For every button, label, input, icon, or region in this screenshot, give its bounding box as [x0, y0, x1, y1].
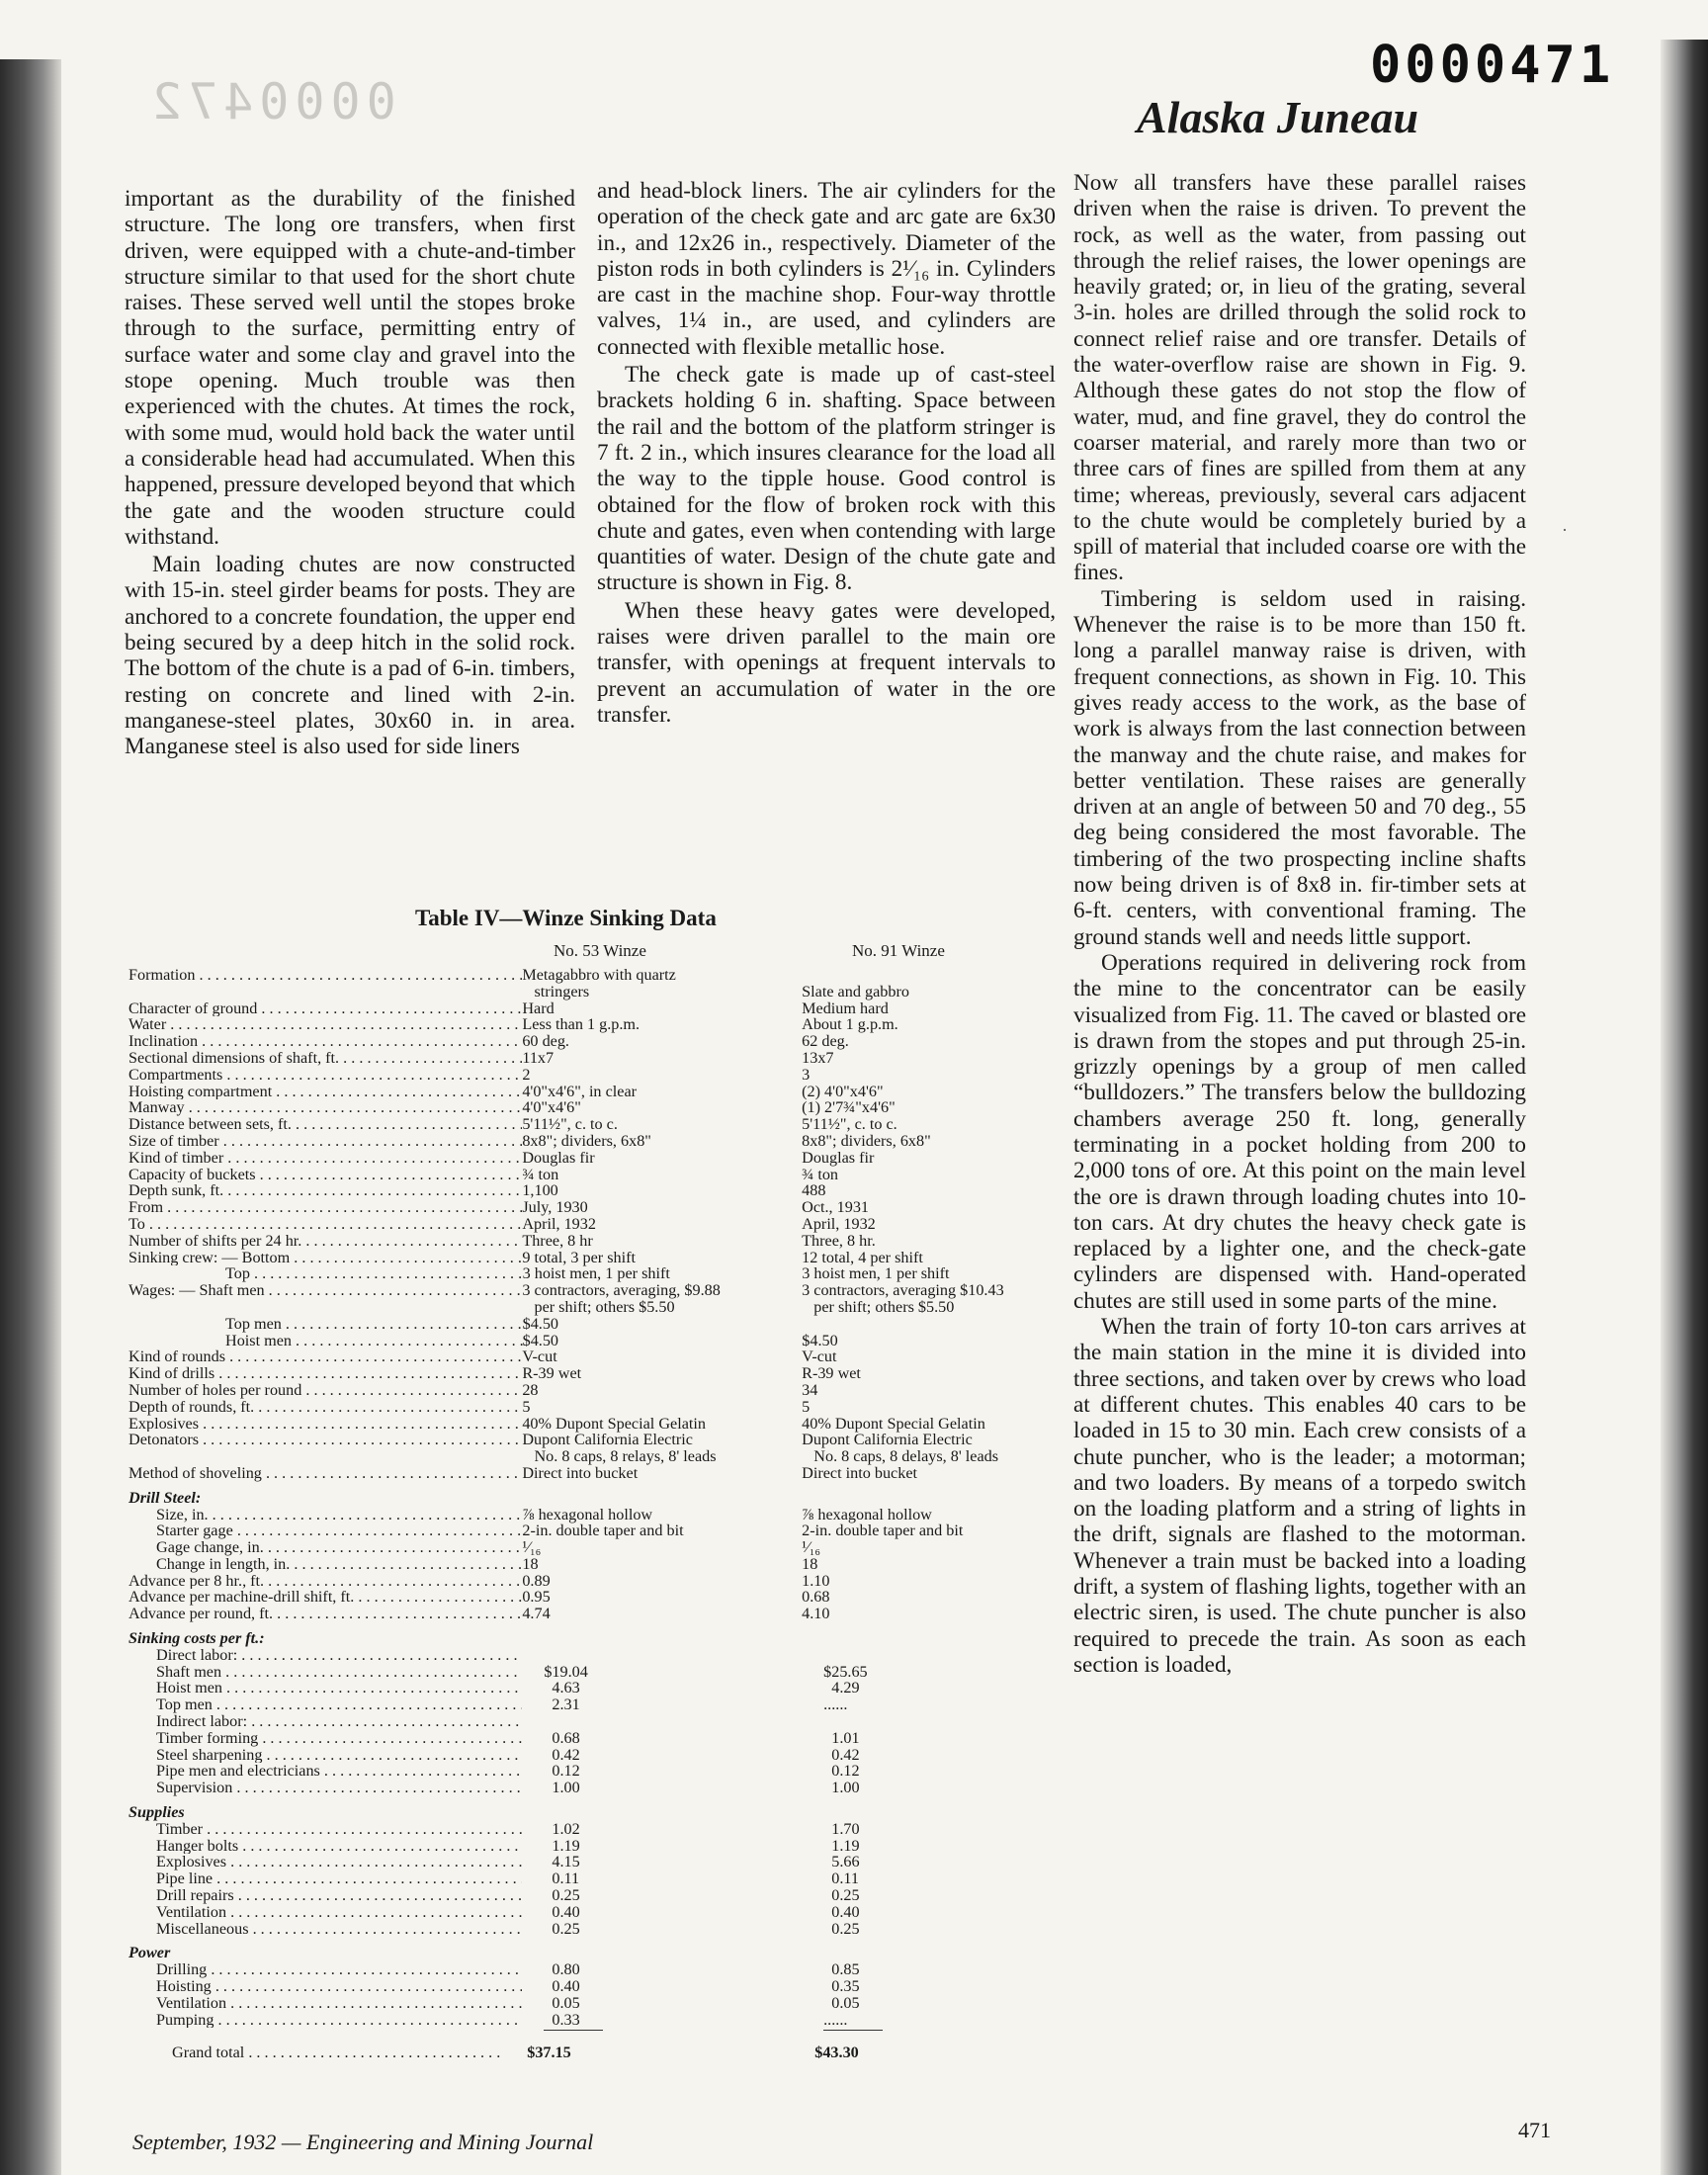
no91-value — [802, 1316, 1068, 1333]
table-row — [128, 1696, 1068, 1713]
paragraph: and head-block liners. The air cylinders for the operation of the check gate and arc gate are 6x30 in., and 12x26 in., respectively. Diameter of the piston rods in both cylinders is 2¹⁄₁₆ in. Cylinders are cast in the machine shop. Four-way throttle valves, 1¼ in., are used, and cylinders are connected with flexible metallic hose. — [597, 178, 1056, 360]
row-label: Top men . . . — [128, 1696, 522, 1713]
no53-value: 0.12 — [544, 1762, 580, 1781]
no53-value: 5 — [522, 1397, 531, 1416]
no53-value — [522, 1804, 802, 1821]
row-label: Steel sharpening . . . — [128, 1747, 522, 1764]
no91-value: 3 hoist men, 1 per shift — [802, 1264, 950, 1283]
table-row — [128, 1365, 1068, 1382]
row-label: To . . . — [128, 1216, 522, 1233]
table-row — [128, 1730, 1068, 1747]
table-row — [128, 1265, 1068, 1282]
table-row — [128, 1647, 1068, 1664]
table-row — [128, 2012, 1068, 2029]
row-label: Power — [128, 1945, 171, 1962]
no91-value: 18 — [802, 1554, 818, 1573]
paragraph: Now all transfers have these parallel raises driven when the raise is driven. To prevent the rock, as well as the water, from passing out through the relief raises, the lower openings are heavily grated; or, in lieu of the grating, several 3-in. holes are drilled through the solid rock to connect relief raise and ore transfer. Details of the water-overflow raise are shown in Fig. 9. Although these gates do not stop the flow of water, mud, and fine gravel, they do control the coarser material, and rarely more than two or three cars of fines are spilled from them at any time; whereas, previously, several cars adjacent to the chute would be completely buried by a spill of material that included coarse ore with the fines. — [1073, 170, 1526, 586]
no91-value — [802, 1713, 1068, 1730]
table-row — [128, 1116, 1068, 1133]
no53-value: Metagabbro with quartz stringers — [522, 966, 676, 1000]
row-label: Pipe line . . . — [128, 1870, 522, 1887]
no53-value: 3 hoist men, 1 per shift — [522, 1264, 670, 1283]
no53-value: 0.68 — [544, 1728, 580, 1747]
scan-right-edge — [1661, 40, 1708, 2175]
no53-value: 28 — [522, 1380, 539, 1399]
no91-value: Oct., 1931 — [802, 1198, 870, 1217]
row-label: Advance per machine-drill shift, ft. . . . — [128, 1589, 522, 1606]
row-label: Supplies — [128, 1804, 185, 1821]
table-row — [128, 1838, 1068, 1855]
table-row — [128, 1630, 1068, 1647]
row-label: Direct labor: . . . — [128, 1647, 522, 1664]
bleed-through-stamp: 0000472 — [146, 73, 396, 130]
table-row — [128, 1945, 1068, 1961]
no53-value: 2.31 — [544, 1696, 580, 1714]
row-label: Starter gage . . . — [128, 1522, 522, 1539]
column-3 — [1073, 170, 1526, 1678]
row-label: Sinking costs per ft.: — [128, 1630, 265, 1647]
no91-value: V-cut — [802, 1348, 837, 1366]
no53-value — [522, 1647, 802, 1664]
no53-value: 40% Dupont Special Gelatin — [522, 1414, 706, 1433]
no53-value: 0.80 — [544, 1960, 580, 1979]
no53-value: 1,100 — [522, 1181, 558, 1200]
no91-value: About 1 g.p.m. — [802, 1015, 898, 1034]
row-label: Drill Steel: — [128, 1489, 202, 1507]
no91-value: Dupont California Electric No. 8 caps, 8 delays, 8' leads — [802, 1431, 999, 1466]
no91-value: 0.35 — [823, 1977, 860, 1996]
row-label: Method of shoveling . . . — [128, 1465, 522, 1482]
no53-value: $19.04 — [544, 1662, 588, 1681]
row-label: Inclination . . . — [128, 1033, 522, 1050]
table-row — [128, 1233, 1068, 1250]
no91-value: 0.68 — [802, 1588, 830, 1607]
no53-value: ¾ ton — [522, 1165, 559, 1183]
no91-value: 0.05 — [823, 1993, 860, 2012]
table-row — [128, 1978, 1068, 1995]
no53-value — [522, 1945, 802, 1961]
no91-value: 2-in. double taper and bit — [802, 1522, 964, 1540]
row-label: Hoisting . . . — [128, 1978, 522, 1995]
no91-value: (2) 4'0"x4'6" — [802, 1082, 884, 1100]
no91-value: 4.29 — [823, 1679, 860, 1697]
table-row — [128, 1606, 1068, 1622]
no53-value: ¹⁄₁₆ — [522, 1538, 542, 1557]
row-label: Wages: — Shaft men . . . — [128, 1282, 522, 1316]
no91-value — [802, 1804, 1068, 1821]
no91-value: ...... — [823, 2010, 848, 2029]
no91-value: 40% Dupont Special Gelatin — [802, 1414, 985, 1433]
no53-value: 0.95 — [522, 1588, 551, 1607]
row-label: Hoisting compartment . . . — [128, 1084, 522, 1100]
table-row — [128, 1333, 1068, 1349]
table-row — [128, 1250, 1068, 1266]
row-label: Change in length, in. . . . — [128, 1556, 522, 1573]
row-label: Manway . . . — [128, 1099, 522, 1116]
row-label: Gage change, in. . . . — [128, 1539, 522, 1556]
no91-value: (1) 2'7¾"x4'6" — [802, 1098, 896, 1117]
no91-value: 12 total, 4 per shift — [802, 1248, 923, 1266]
no91-total: $43.30 — [814, 2044, 859, 2062]
row-label: Explosives . . . — [128, 1854, 522, 1870]
row-label: Timber . . . — [128, 1821, 522, 1838]
row-label: Drill repairs . . . — [128, 1887, 522, 1904]
no53-value: April, 1932 — [522, 1214, 596, 1233]
table-row — [128, 1432, 1068, 1465]
table-row — [128, 1821, 1068, 1838]
no53-total: $37.15 — [527, 2044, 571, 2062]
no53-value — [522, 1630, 802, 1647]
table-column-header: No. 53 Winze — [554, 941, 646, 960]
row-label: Advance per 8 hr., ft. . . . — [128, 1573, 522, 1590]
row-label: Ventilation . . . — [128, 1995, 522, 2012]
no53-value: 1.00 — [544, 1779, 580, 1797]
row-label: Compartments . . . — [128, 1067, 522, 1084]
no91-value: 0.40 — [823, 1902, 860, 1921]
no53-value: 3 contractors, averaging, $9.88 per shift; others $5.50 — [522, 1281, 721, 1316]
scan-speck: · — [1562, 520, 1568, 540]
no91-value: R-39 wet — [802, 1364, 861, 1383]
no53-value: ⅞ hexagonal hollow — [522, 1505, 653, 1523]
no53-value: Three, 8 hr — [522, 1231, 593, 1250]
paragraph: The check gate is made up of cast-steel brackets holding 6 in. shafting. Space between the rail and the bottom of the platform stringer is 7 ft. 2 in., which insures clearance for the load all the way to the tipple house. Good control is obtained for the flow of broken rock with this chute and gates, even when contending with large quantities of water. Design of the chute gate and structure is shown in Fig. 8. — [597, 362, 1056, 596]
page-footer: September, 1932 — Engineering and Mining Journal — [132, 2130, 594, 2154]
table-row — [128, 1713, 1068, 1730]
paragraph: Main loading chutes are now constructed with 15-in. steel girder beams for posts. They are anchored to a concrete foundation, the upper end being secured by a deep hitch in the solid rock. The bottom of the chute is a pad of 6-in. timbers, resting on concrete and lined with 2-in. manganese-steel plates, 30x60 in. in area. Manganese steel is also used for side liners — [125, 552, 575, 760]
row-label: Supervision . . . — [128, 1780, 522, 1796]
table-row — [128, 1961, 1068, 1978]
table-row — [128, 1522, 1068, 1539]
row-label: Number of holes per round . . . — [128, 1382, 522, 1399]
row-label: Pipe men and electricians . . . — [128, 1763, 522, 1780]
no91-value: Direct into bucket — [802, 1463, 918, 1482]
no91-value: 5.66 — [823, 1853, 860, 1871]
no91-value: 3 — [802, 1065, 811, 1084]
no91-value: 62 deg. — [802, 1032, 849, 1051]
table-row — [128, 1490, 1068, 1507]
no91-value: 3 contractors, averaging $10.43 per shift; others $5.50 — [802, 1281, 1004, 1316]
table-row — [128, 1664, 1068, 1681]
no91-value: 1.70 — [823, 1819, 860, 1838]
table-row — [128, 1150, 1068, 1167]
no91-value: 34 — [802, 1380, 818, 1399]
table-column-header: No. 91 Winze — [852, 941, 945, 960]
no91-value: Medium hard — [802, 999, 889, 1017]
no91-value: April, 1932 — [802, 1214, 876, 1233]
no91-value: 0.12 — [823, 1762, 860, 1781]
table-row — [128, 1465, 1068, 1482]
no53-value — [522, 1713, 802, 1730]
no53-value: 2-in. double taper and bit — [522, 1522, 684, 1540]
table-gap — [128, 1482, 1068, 1490]
winze-sinking-table — [128, 967, 1068, 2061]
no53-value: 8x8"; dividers, 6x8" — [522, 1131, 651, 1150]
no53-value: $4.50 — [522, 1331, 559, 1349]
row-label: Detonators . . . — [128, 1432, 522, 1465]
row-label: Size of timber . . . — [128, 1133, 522, 1150]
table-gap — [128, 1796, 1068, 1804]
no91-value: ¾ ton — [802, 1165, 839, 1183]
row-label: Miscellaneous . . . — [128, 1921, 522, 1938]
no91-value: 1.00 — [823, 1779, 860, 1797]
no91-value — [802, 1647, 1068, 1664]
row-label: Kind of drills . . . — [128, 1365, 522, 1382]
row-label: Character of ground . . . — [128, 1000, 522, 1017]
row-label: Capacity of buckets . . . — [128, 1167, 522, 1183]
no91-value: ⅞ hexagonal hollow — [802, 1505, 932, 1523]
no53-value: R-39 wet — [522, 1364, 582, 1383]
no91-value: 4.10 — [802, 1605, 830, 1623]
no53-value: 4.74 — [522, 1605, 551, 1623]
row-label: Water . . . — [128, 1016, 522, 1033]
no53-value: 9 total, 3 per shift — [522, 1248, 636, 1266]
no91-value — [802, 1945, 1068, 1961]
table-gap — [128, 1937, 1068, 1945]
no53-value: Hard — [522, 999, 555, 1017]
paragraph: Operations required in delivering rock from the mine to the concentrator can be easily visualized from Fig. 11. The caved or blasted ore is drawn from the stopes and put through 25-in. grizzly openings by a group of men called “bulldozers.” The transfers below the bulldozing chambers average 250 ft. long, generally terminating in a pocket holding from 200 to 2,000 tons of ore. At this point on the main level the ore is drawn through loading chutes into 10-ton cars. At dry chutes the heavy check gate is replaced by a lighter one, and the check-gate cylinders are dispensed with. Hand-operated chutes are still used in some parts of the mine. — [1073, 949, 1526, 1314]
no53-value: 0.89 — [522, 1571, 551, 1590]
table-row — [128, 1887, 1068, 1904]
no91-value: ¹⁄₁₆ — [802, 1538, 820, 1557]
row-label: Number of shifts per 24 hr. . . . — [128, 1233, 522, 1250]
no91-value: 13x7 — [802, 1048, 834, 1067]
row-label: Kind of timber . . . — [128, 1150, 522, 1167]
row-label: Explosives . . . — [128, 1416, 522, 1433]
no53-value: Less than 1 g.p.m. — [522, 1015, 640, 1034]
no91-value: 0.25 — [823, 1886, 860, 1905]
no91-value: 0.42 — [823, 1745, 860, 1764]
no91-value: Slate and gabbro — [802, 982, 909, 1000]
table-title: Table IV—Winze Sinking Data — [415, 906, 717, 930]
no91-value — [802, 1490, 1068, 1507]
no53-value: 0.05 — [544, 1993, 580, 2012]
row-label: Drilling . . . — [128, 1961, 522, 1978]
table-row — [128, 1573, 1068, 1590]
table-row — [128, 1870, 1068, 1887]
row-label: Hanger bolts . . . — [128, 1838, 522, 1855]
table-row — [128, 1216, 1068, 1233]
row-label: Ventilation . . . — [128, 1904, 522, 1921]
table-row — [128, 1995, 1068, 2012]
no91-value: 1.19 — [823, 1836, 860, 1855]
paragraph: Timbering is seldom used in raising. Whenever the raise is to be more than 150 ft. long a parallel manway raise is driven, with frequent connections, as shown in Fig. 10. This gives ready access to the work, as the base of work is always from the last connection between the manway and the chute raise, and makes for better ventilation. These raises are generally driven at an angle of between 50 and 70 deg., 55 deg being considered the most favorable. The timbering of the two prospecting incline shafts now being driven is of 8x8 in. fir-timber sets at 6-ft. centers, with conventional framing. The ground stands well and needs little support. — [1073, 585, 1526, 950]
no53-value: 0.25 — [544, 1886, 580, 1905]
row-label: Hoist men . . . — [128, 1333, 523, 1349]
no53-value: V-cut — [522, 1348, 557, 1366]
no53-value: 4'0"x4'6", in clear — [522, 1082, 638, 1100]
no53-value: 60 deg. — [522, 1032, 569, 1051]
row-label: Sectional dimensions of shaft, ft. . . . — [128, 1050, 522, 1067]
row-label: Depth sunk, ft. . . . — [128, 1182, 522, 1199]
row-label: Top men . . . — [128, 1316, 523, 1333]
table-row — [128, 1000, 1068, 1017]
row-label: Size, in. . . . — [128, 1507, 522, 1523]
no53-value: $4.50 — [522, 1314, 559, 1333]
table-row — [128, 1747, 1068, 1764]
row-label: Indirect labor: . . . — [128, 1713, 522, 1730]
table-row — [128, 1348, 1068, 1365]
no91-value: 1.01 — [823, 1728, 860, 1747]
row-label: Pumping . . . — [128, 2012, 522, 2029]
no91-value: 0.11 — [823, 1870, 859, 1888]
table-row — [128, 1199, 1068, 1216]
table-row — [128, 1763, 1068, 1780]
row-label: Grand total . . . — [128, 2044, 505, 2061]
table-row — [128, 1556, 1068, 1573]
table-gap — [128, 1622, 1068, 1630]
no53-value: 1.19 — [544, 1836, 580, 1855]
table-row — [128, 1382, 1068, 1399]
table-row — [128, 1084, 1068, 1100]
no91-value: 0.85 — [823, 1960, 860, 1979]
table-row — [128, 1507, 1068, 1523]
no53-value: 2 — [522, 1065, 531, 1084]
row-label: Shaft men . . . — [128, 1664, 522, 1681]
no91-value: 5'11½", c. to c. — [802, 1115, 897, 1134]
running-head: Alaska Juneau — [1137, 92, 1419, 142]
no53-value: Direct into bucket — [522, 1463, 639, 1482]
table-row — [128, 1050, 1068, 1067]
table-row — [128, 1904, 1068, 1921]
table-row — [128, 1016, 1068, 1033]
no53-value: 1.02 — [544, 1819, 580, 1838]
row-label: Depth of rounds, ft. . . . — [128, 1399, 522, 1416]
no53-value: 4'0"x4'6" — [522, 1098, 581, 1117]
no91-value: $25.65 — [823, 1662, 868, 1681]
row-label: Sinking crew: — Bottom . . . — [128, 1250, 522, 1266]
row-label: Distance between sets, ft. . . . — [128, 1116, 522, 1133]
table-row — [128, 1921, 1068, 1938]
table-row — [128, 1033, 1068, 1050]
bates-stamp: 0000471 — [1370, 36, 1615, 95]
table-row — [128, 1854, 1068, 1870]
no53-value: 4.15 — [544, 1853, 580, 1871]
table-row — [128, 1804, 1068, 1821]
no53-value: 0.33 — [544, 2010, 580, 2029]
no53-value: 0.40 — [544, 1902, 580, 1921]
table-row — [128, 1680, 1068, 1696]
no53-value: 18 — [522, 1554, 539, 1573]
no53-value: 4.63 — [544, 1679, 580, 1697]
no91-value: 0.25 — [823, 1919, 860, 1938]
no91-value: ...... — [823, 1696, 848, 1714]
no53-value: Douglas fir — [522, 1148, 595, 1167]
no53-value: 0.11 — [544, 1870, 580, 1888]
row-label: From . . . — [128, 1199, 522, 1216]
no53-value: 5'11½", c. to c. — [522, 1115, 618, 1134]
column-1 — [125, 186, 575, 760]
no91-value — [802, 1630, 1068, 1647]
no53-value: 11x7 — [522, 1048, 555, 1067]
table-row — [128, 1780, 1068, 1796]
no53-value: 0.25 — [544, 1919, 580, 1938]
row-label: Top . . . — [128, 1265, 523, 1282]
grand-total-row — [128, 2044, 1068, 2061]
no53-value: 0.40 — [544, 1977, 580, 1996]
no91-value: 5 — [802, 1397, 811, 1416]
column-2 — [597, 178, 1056, 728]
row-label: Timber forming . . . — [128, 1730, 522, 1747]
no91-value: $4.50 — [802, 1331, 838, 1349]
table-row — [128, 1416, 1068, 1433]
no91-value: 1.10 — [802, 1571, 830, 1590]
table-row — [128, 1282, 1068, 1316]
no91-value: Douglas fir — [802, 1148, 875, 1167]
row-label: Formation . . . — [128, 967, 522, 1000]
paragraph: When these heavy gates were developed, raises were driven parallel to the main ore transfer, with openings at frequent intervals to prevent an accumulation of water in the ore transfer. — [597, 597, 1056, 728]
no53-value: July, 1930 — [522, 1198, 588, 1217]
scan-left-edge — [0, 59, 61, 2175]
table-row — [128, 1539, 1068, 1556]
no53-value: 0.42 — [544, 1745, 580, 1764]
table-row — [128, 1133, 1068, 1150]
total-rule — [128, 2028, 1068, 2044]
table-row — [128, 1316, 1068, 1333]
no53-value: Dupont California Electric No. 8 caps, 8 relays, 8' leads — [522, 1431, 717, 1466]
table-row — [128, 1399, 1068, 1416]
table-row — [128, 967, 1068, 1000]
table-row — [128, 1099, 1068, 1116]
no91-value: 8x8"; dividers, 6x8" — [802, 1131, 931, 1150]
table-row — [128, 1167, 1068, 1183]
row-label: Kind of rounds . . . — [128, 1348, 522, 1365]
no91-value: Three, 8 hr. — [802, 1231, 876, 1250]
table-row — [128, 1589, 1068, 1606]
no91-value: 488 — [802, 1181, 826, 1200]
table-row — [128, 1067, 1068, 1084]
paragraph: important as the durability of the finished structure. The long ore transfers, when first driven, were equipped with a chute-and-timber structure similar to that used for the short chute raises. These served well until the stopes broke through to the surface, permitting entry of surface water and some clay and gravel into the stope opening. Much trouble was then experienced with the chutes. At times the rock, with some mud, would hold back the water until a considerable head had accumulated. When this happened, pressure developed beyond that which the gate and the wooden structure could withstand. — [125, 186, 575, 550]
page-number: 471 — [1518, 2118, 1551, 2142]
row-label: Advance per round, ft. . . . — [128, 1606, 522, 1622]
paragraph: When the train of forty 10-ton cars arrives at the main station in the mine it is divided into three sections, and taken over by crews who load at different chutes. This enables 40 cars to be loaded in 15 to 30 min. Each crew consists of a chute puncher, who is the leader; a motorman; and two loaders. By means of a torpedo switch on the loading platform and a string of lights in the drift, signals are flashed to the motorman. Whenever a train must be backed into a loading drift, a system of flashing lights, together with an electric siren, is used. The chute puncher is also required to precede the train. As soon as each section is loaded, — [1073, 1314, 1526, 1678]
table-row — [128, 1182, 1068, 1199]
no53-value — [522, 1490, 802, 1507]
row-label: Hoist men . . . — [128, 1680, 522, 1696]
